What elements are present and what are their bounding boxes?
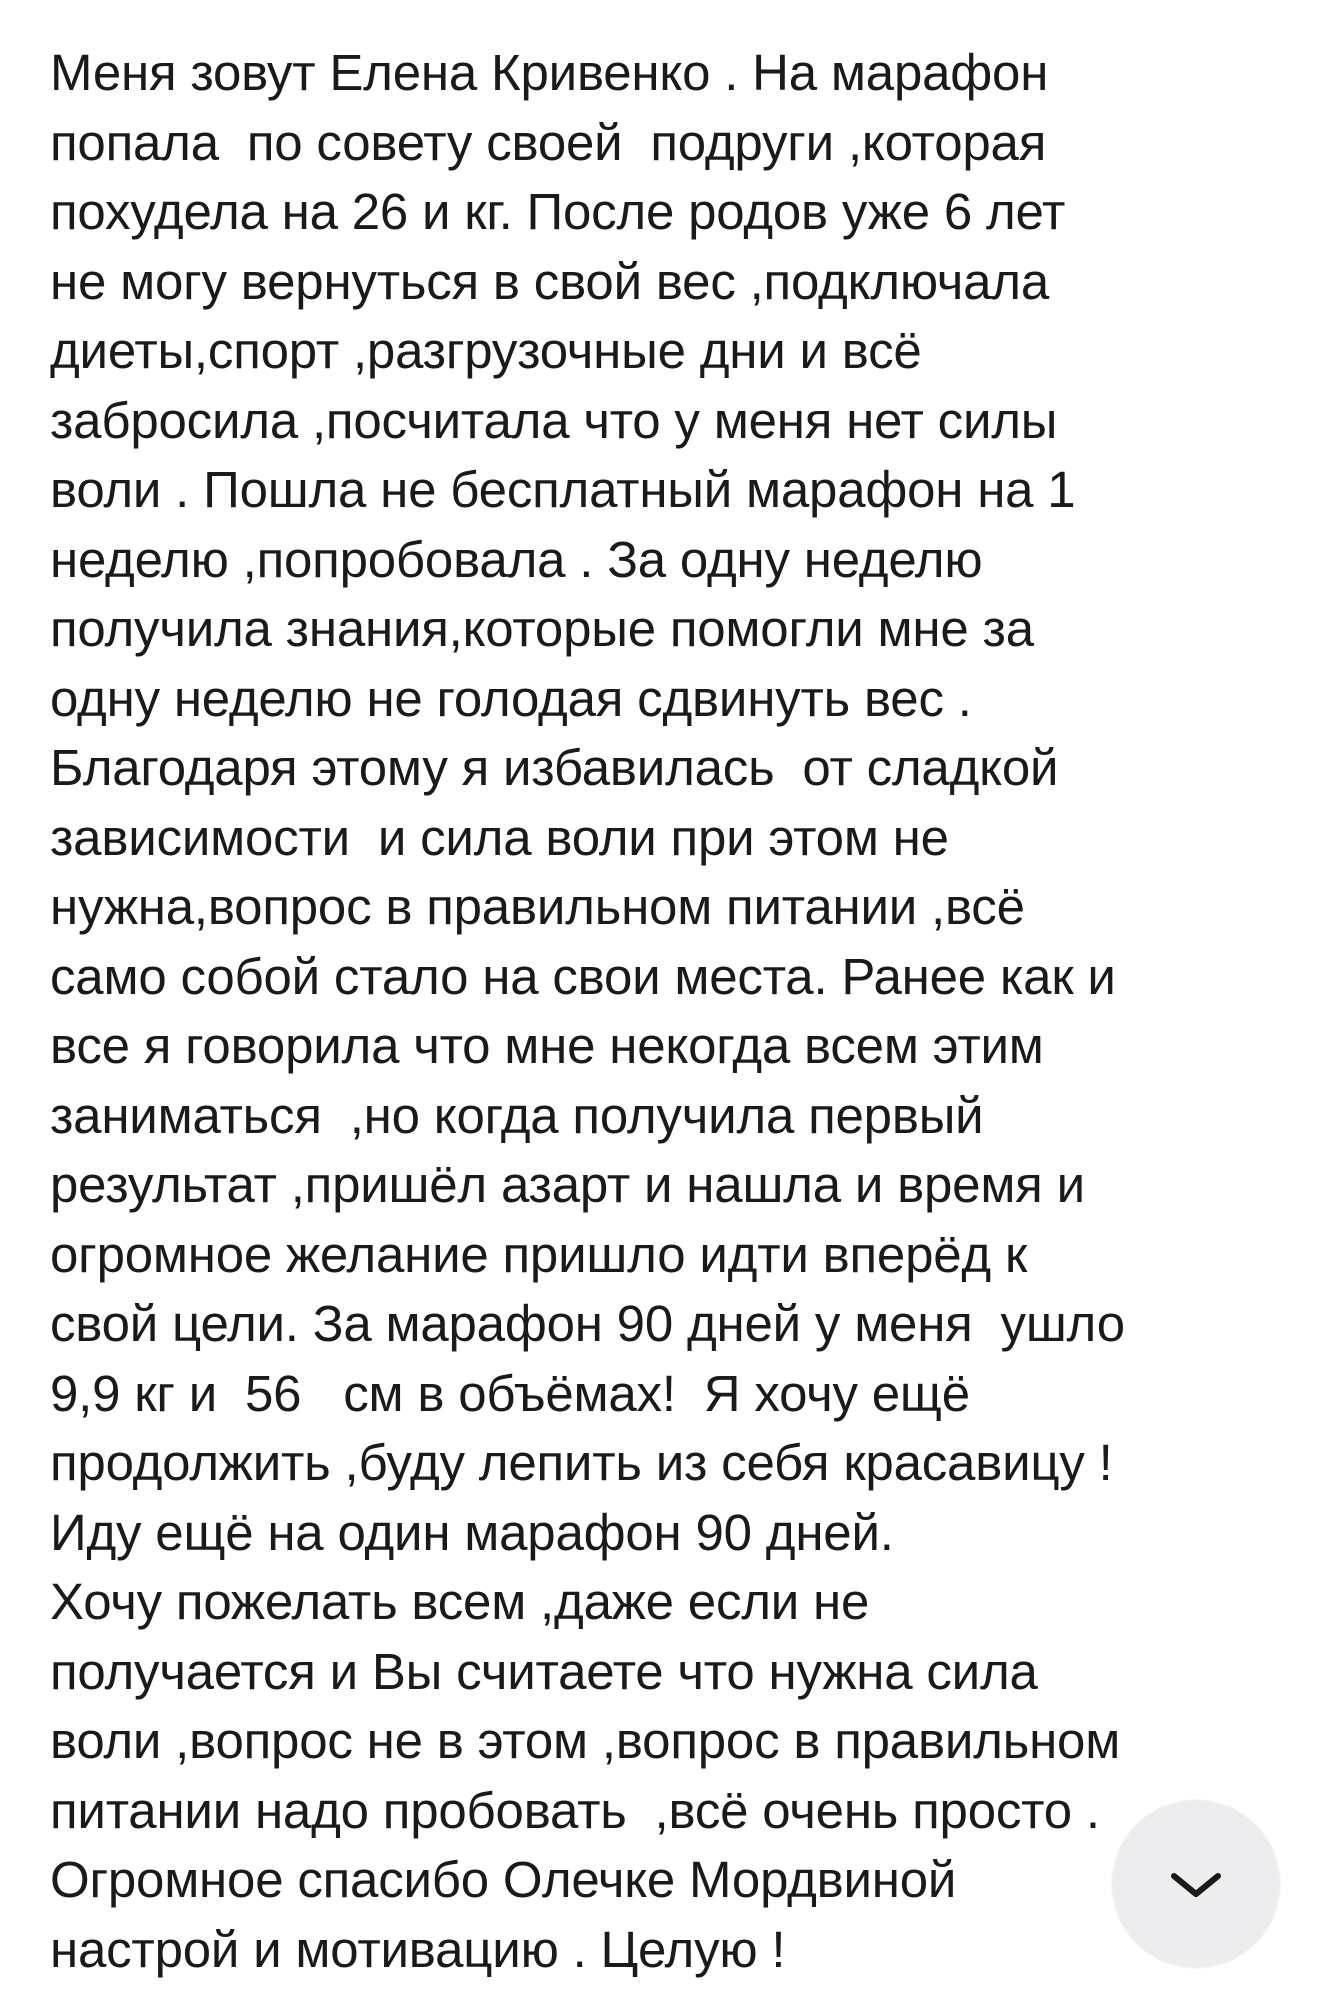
- text-line: диеты,спорт ,разгрузочные дни и всё: [50, 322, 922, 379]
- text-line: не могу вернуться в свой вес ,подключала: [50, 252, 1050, 310]
- text-line: заниматься ,но когда получила первый: [50, 1086, 984, 1144]
- text-line: воли ,вопрос не в этом ,вопрос в правильном: [50, 1712, 1121, 1769]
- post-text: [50, 38, 1300, 1984]
- text-line: зависимости и сила воли при этом не: [50, 808, 949, 866]
- text-line: забросила ,посчитала что у меня нет силы: [50, 391, 1058, 449]
- text-line: само собой стало на свои места. Ранее как и: [50, 947, 1116, 1005]
- text-line: похудела на 26 и кг. После родов уже 6 лет: [50, 183, 1066, 240]
- text-line: Благодаря этому я избавилась от сладкой: [50, 739, 1059, 796]
- text-line: нужна,вопрос в правильном питании ,всё: [50, 878, 1025, 935]
- text-line: попала по совету своей подруги ,которая: [50, 113, 1047, 171]
- text-line: продолжить ,буду лепить из себя красавицу !: [50, 1434, 1113, 1491]
- text-line: получила знания,которые помогли мне за: [50, 600, 1034, 657]
- text-line: питании надо пробовать ,всё очень просто .: [50, 1781, 1100, 1839]
- chevron-down-icon: [1166, 1866, 1226, 1902]
- text-line: результат ,пришёл азарт и нашла и время и: [50, 1156, 1085, 1213]
- text-line: неделю ,попробовала . За одну неделю: [50, 530, 983, 588]
- text-line: 9,9 кг и 56 см в объёмах! Я хочу ещё: [50, 1364, 970, 1422]
- text-line: Хочу пожелать всем ,даже если не: [50, 1573, 870, 1630]
- text-line: получается и Вы считаете что нужна сила: [50, 1642, 1038, 1700]
- text-line: Огромное спасибо Олечке Мордвиной: [50, 1851, 957, 1908]
- text-line: огромное желание пришло идти вперёд к: [50, 1225, 1028, 1283]
- text-line: одну неделю не голодая сдвинуть вес .: [50, 669, 972, 727]
- text-line: все я говорила что мне некогда всем этим: [50, 1017, 1044, 1074]
- text-line: воли . Пошла не бесплатный марафон на 1: [50, 461, 1076, 518]
- text-line: настрой и мотивацию . Целую !: [50, 1920, 786, 1978]
- text-line: свой цели. За марафон 90 дней у меня ушло: [50, 1295, 1125, 1352]
- text-line: Меня зовут Елена Кривенко . На марафон: [50, 44, 1049, 101]
- scroll-down-button[interactable]: [1112, 1800, 1280, 1968]
- text-line: Иду ещё на один марафон 90 дней.: [50, 1503, 894, 1561]
